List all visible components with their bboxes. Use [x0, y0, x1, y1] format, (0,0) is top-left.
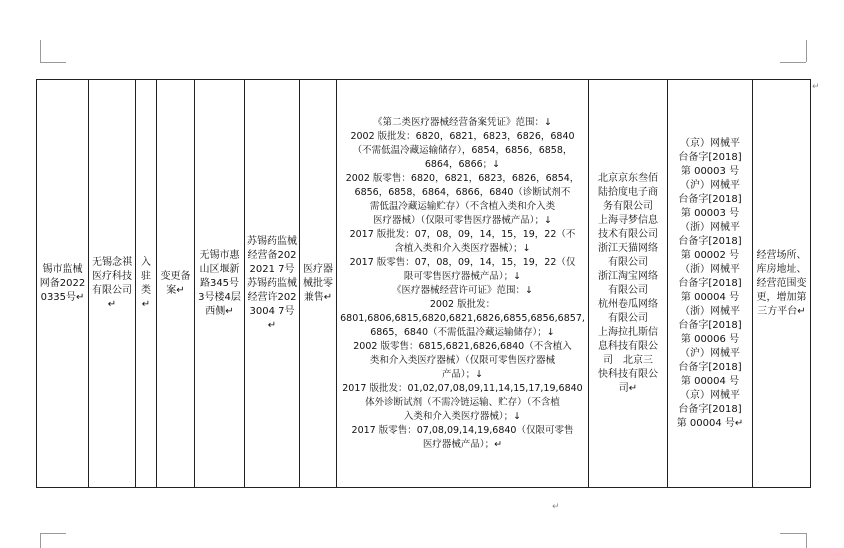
scope-line: 医疗器械产品）；↵: [422, 438, 503, 450]
crop-mark-bottom-left-v: [40, 533, 41, 548]
record-line: 第 00006 号: [680, 333, 740, 345]
scope-line: 体外诊断试剂（不需冷链运输、贮存）（不含植: [365, 396, 560, 408]
record-line: （京）网械平: [680, 137, 740, 149]
scope-line: 2002 版零售：6820，6821，6823，6826，6854，: [345, 172, 580, 184]
scope-line: 《第二类医疗器械经营备案凭证》范围：↓: [373, 116, 552, 128]
scope-line: 产品）；↓: [441, 368, 484, 380]
crop-mark-top-right-h: [780, 62, 806, 63]
address-cell[interactable]: 无锡市惠山区堰新路345号3号楼4层西侧↵: [195, 80, 245, 488]
record-line: 第 00003 号: [680, 165, 740, 177]
scope-line: 《医疗器械经营许可证》范围：↓: [392, 284, 533, 296]
change-cell[interactable]: 变更备案↵: [157, 80, 195, 488]
record-line: 台备字[2018]: [678, 361, 742, 373]
platform-line: 司↵: [618, 382, 638, 394]
record-line: 第 00003 号: [680, 207, 740, 219]
scope-line: 2002 版批发：: [429, 298, 496, 310]
platform-line: 息科技有限公: [598, 340, 658, 352]
business-scope-cell[interactable]: [337, 80, 589, 488]
record-line: （沪）网械平: [680, 179, 740, 191]
crop-mark-top-left-h: [40, 62, 66, 63]
business-mode-cell[interactable]: 医疗器械批零兼售↵: [300, 80, 337, 488]
scope-line: 医疗器械）（仅限可零售医疗器械产品）；↓: [373, 214, 552, 226]
platform-line: 上海寻梦信息: [598, 214, 658, 226]
platform-line: 北京京东叁佰: [598, 172, 658, 184]
record-line: 第 00004 号↵: [676, 417, 744, 429]
crop-mark-bottom-left-h: [40, 533, 66, 534]
scope-line: 2017 版零售：07,08,09,14,19,6840（仅限可零售: [351, 424, 574, 436]
scope-line: 2017 版批发：01,02,07,08,09,11,14,15,17,19,6840: [342, 382, 583, 394]
crop-mark-top-right-v: [806, 40, 807, 62]
record-line: （浙）网械平: [680, 221, 740, 233]
platform-line: 浙江天猫网络: [598, 242, 658, 254]
platform-line: 快科技有限公: [598, 368, 658, 380]
record-line: （浙）网械平: [680, 263, 740, 275]
record-line: （浙）网械平: [680, 305, 740, 317]
platform-line: 陆拾度电子商: [598, 186, 658, 198]
scope-line: 入类和介入类医疗器械）；↓: [403, 410, 522, 422]
record-line: 台备字[2018]: [678, 235, 742, 247]
record-number-cell[interactable]: 锡市监械网备20220335号↵: [37, 80, 89, 488]
platform-line: 有限公司: [608, 256, 648, 268]
type-cell[interactable]: 入驻类↵: [136, 80, 157, 488]
scope-line: 6801,6806,6815,6820,6821,6826,6855,6856,6857,: [340, 312, 585, 324]
platform-record-cell[interactable]: [668, 80, 753, 488]
platform-line: 司 北京三: [603, 354, 653, 366]
scope-line: （不需低温冷藏运输储存），6854，6856，6858，: [352, 144, 573, 156]
scope-line: 2002 版零售：6815,6821,6826,6840（不含植入: [353, 340, 572, 352]
platform-line: 浙江淘宝网络: [598, 270, 658, 282]
platform-line: 有限公司: [608, 284, 648, 296]
platform-line: 有限公司: [608, 312, 648, 324]
record-line: 台备字[2018]: [678, 319, 742, 331]
scope-line: 类和介入类医疗器械）（仅限可零售医疗器械: [369, 354, 556, 366]
platform-line: 务有限公司: [603, 200, 653, 212]
crop-mark-top-left-v: [40, 40, 41, 62]
table-row: [37, 80, 811, 488]
scope-line: 6856，6858，6864，6866，6840（诊断试剂不: [354, 186, 571, 198]
row-end-mark: ↵: [812, 82, 820, 92]
scope-line: 含植入类和介入类医疗器械）；↓: [394, 242, 531, 254]
record-table: [36, 79, 811, 488]
scope-line: 限可零售医疗器械产品）；↓: [403, 270, 522, 282]
record-line: 第 00002 号: [680, 249, 740, 261]
scope-line: 6864，6866；↓: [424, 158, 501, 170]
record-line: 台备字[2018]: [678, 277, 742, 289]
change-note-cell[interactable]: 经营场所、库房地址、经营范围变更，增加第三方平台↵: [753, 80, 811, 488]
paragraph-mark: ↵: [552, 502, 560, 512]
record-line: 第 00004 号: [680, 375, 740, 387]
scope-line: 2017 版零售：07，08，09，14，15，19，22（仅: [349, 256, 576, 268]
platform-line: 杭州卷瓜网络: [598, 298, 658, 310]
crop-mark-bottom-right-h: [780, 533, 806, 534]
scope-line: 2002 版批发：6820，6821，6823，6826，6840: [350, 130, 575, 142]
record-line: （沪）网械平: [680, 347, 740, 359]
license-cell[interactable]: 苏锡药监械经营备2022021 7号苏锡药监械经营许2023004 7号↵: [245, 80, 300, 488]
record-line: 第 00004 号: [680, 291, 740, 303]
crop-mark-bottom-right-v: [806, 533, 807, 548]
record-line: 台备字[2018]: [678, 151, 742, 163]
company-cell[interactable]: 无锡念祺医疗科技有限公司↵: [89, 80, 136, 488]
record-line: （京）网械平: [680, 389, 740, 401]
scope-line: 6865，6840（不需低温冷藏运输储存）；↓: [370, 326, 555, 338]
scope-line: 2017 版批发：07，08，09，14，15，19，22（不: [349, 228, 576, 240]
platform-line: 上海拉扎斯信: [598, 326, 658, 338]
record-line: 台备字[2018]: [678, 193, 742, 205]
platforms-cell[interactable]: [589, 80, 668, 488]
scope-line: 需低温冷藏运输贮存）（不含植入类和介入类: [369, 200, 556, 212]
platform-line: 技术有限公司: [598, 228, 658, 240]
record-line: 台备字[2018]: [678, 403, 742, 415]
